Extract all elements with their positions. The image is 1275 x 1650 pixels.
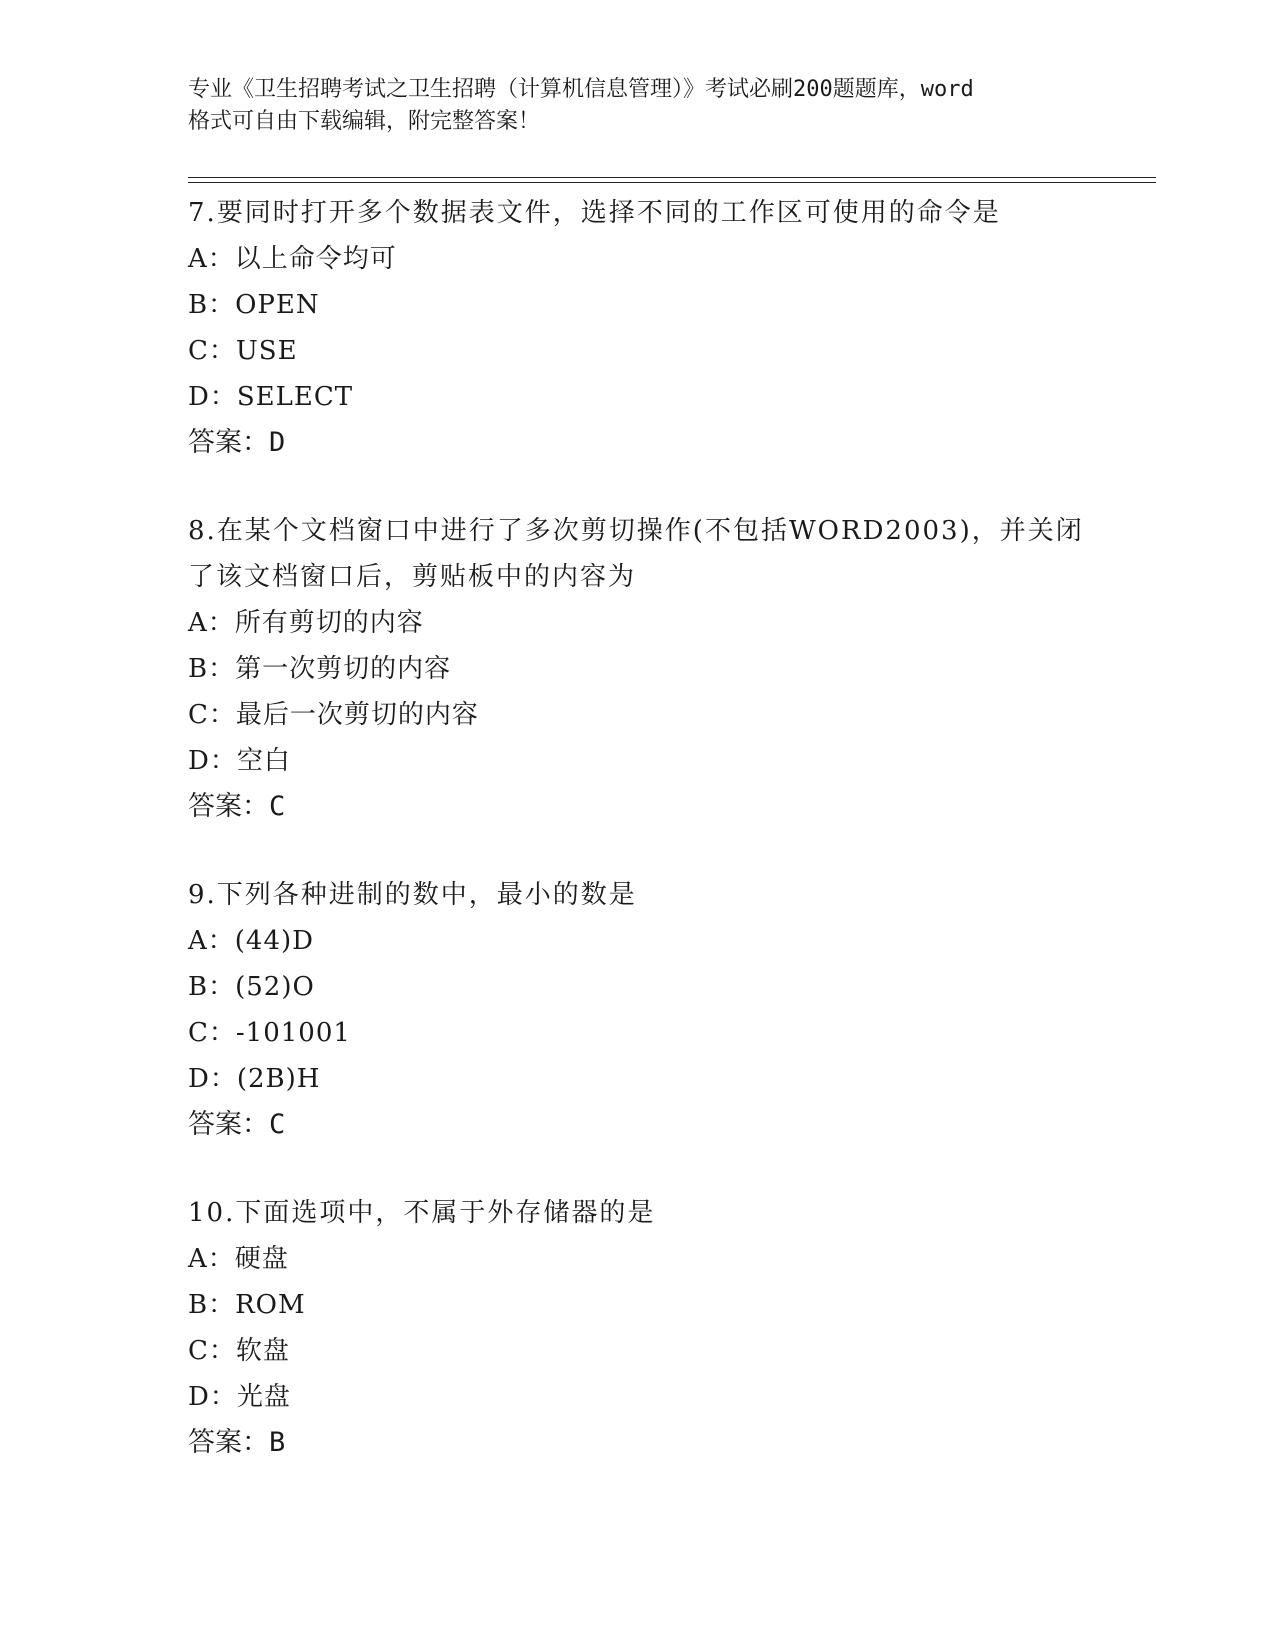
answer-text: 答案：C bbox=[188, 1109, 286, 1140]
answer-text: 答案：D bbox=[188, 427, 286, 458]
option-d: D：(2B)H bbox=[188, 1064, 321, 1094]
question-text: 8.在某个文档窗口中进行了多次剪切操作(不包括WORD2003)，并关闭 bbox=[188, 516, 1084, 546]
header-line-2: 格式可自由下载编辑，附完整答案！ bbox=[188, 109, 541, 134]
question-item bbox=[188, 190, 1088, 466]
question-item bbox=[188, 508, 1088, 830]
document-header bbox=[188, 74, 1088, 138]
header-divider-bottom bbox=[188, 182, 1156, 183]
question-text: 9.下列各种进制的数中，最小的数是 bbox=[188, 880, 637, 910]
question-item bbox=[188, 872, 1088, 1148]
option-d: D：空白 bbox=[188, 746, 291, 776]
option-a: A：硬盘 bbox=[188, 1244, 289, 1274]
question-text: 7.要同时打开多个数据表文件，选择不同的工作区可使用的命令是 bbox=[188, 198, 1001, 228]
header-divider-top bbox=[188, 177, 1156, 178]
option-b: B：第一次剪切的内容 bbox=[188, 654, 452, 684]
header-line-1: 专业《卫生招聘考试之卫生招聘（计算机信息管理）》考试必刷200题题库，word bbox=[188, 77, 974, 102]
option-c: C：USE bbox=[188, 336, 298, 366]
question-list bbox=[188, 190, 1088, 1508]
option-d: D：光盘 bbox=[188, 1382, 291, 1412]
option-c: C：-101001 bbox=[188, 1018, 351, 1048]
option-a: A：以上命令均可 bbox=[188, 244, 397, 274]
option-c: C：最后一次剪切的内容 bbox=[188, 700, 479, 730]
option-a: A：所有剪切的内容 bbox=[188, 608, 424, 638]
option-b: B：OPEN bbox=[188, 290, 320, 320]
question-item bbox=[188, 1190, 1088, 1466]
answer-text: 答案：C bbox=[188, 791, 286, 822]
option-b: B：ROM bbox=[188, 1290, 306, 1320]
option-c: C：软盘 bbox=[188, 1336, 290, 1366]
option-a: A：(44)D bbox=[188, 926, 314, 956]
question-text: 10.下面选项中，不属于外存储器的是 bbox=[188, 1198, 656, 1228]
question-text-continued: 了该文档窗口后，剪贴板中的内容为 bbox=[188, 562, 637, 592]
option-d: D：SELECT bbox=[188, 382, 354, 412]
option-b: B：(52)O bbox=[188, 972, 315, 1002]
answer-text: 答案：B bbox=[188, 1427, 286, 1458]
